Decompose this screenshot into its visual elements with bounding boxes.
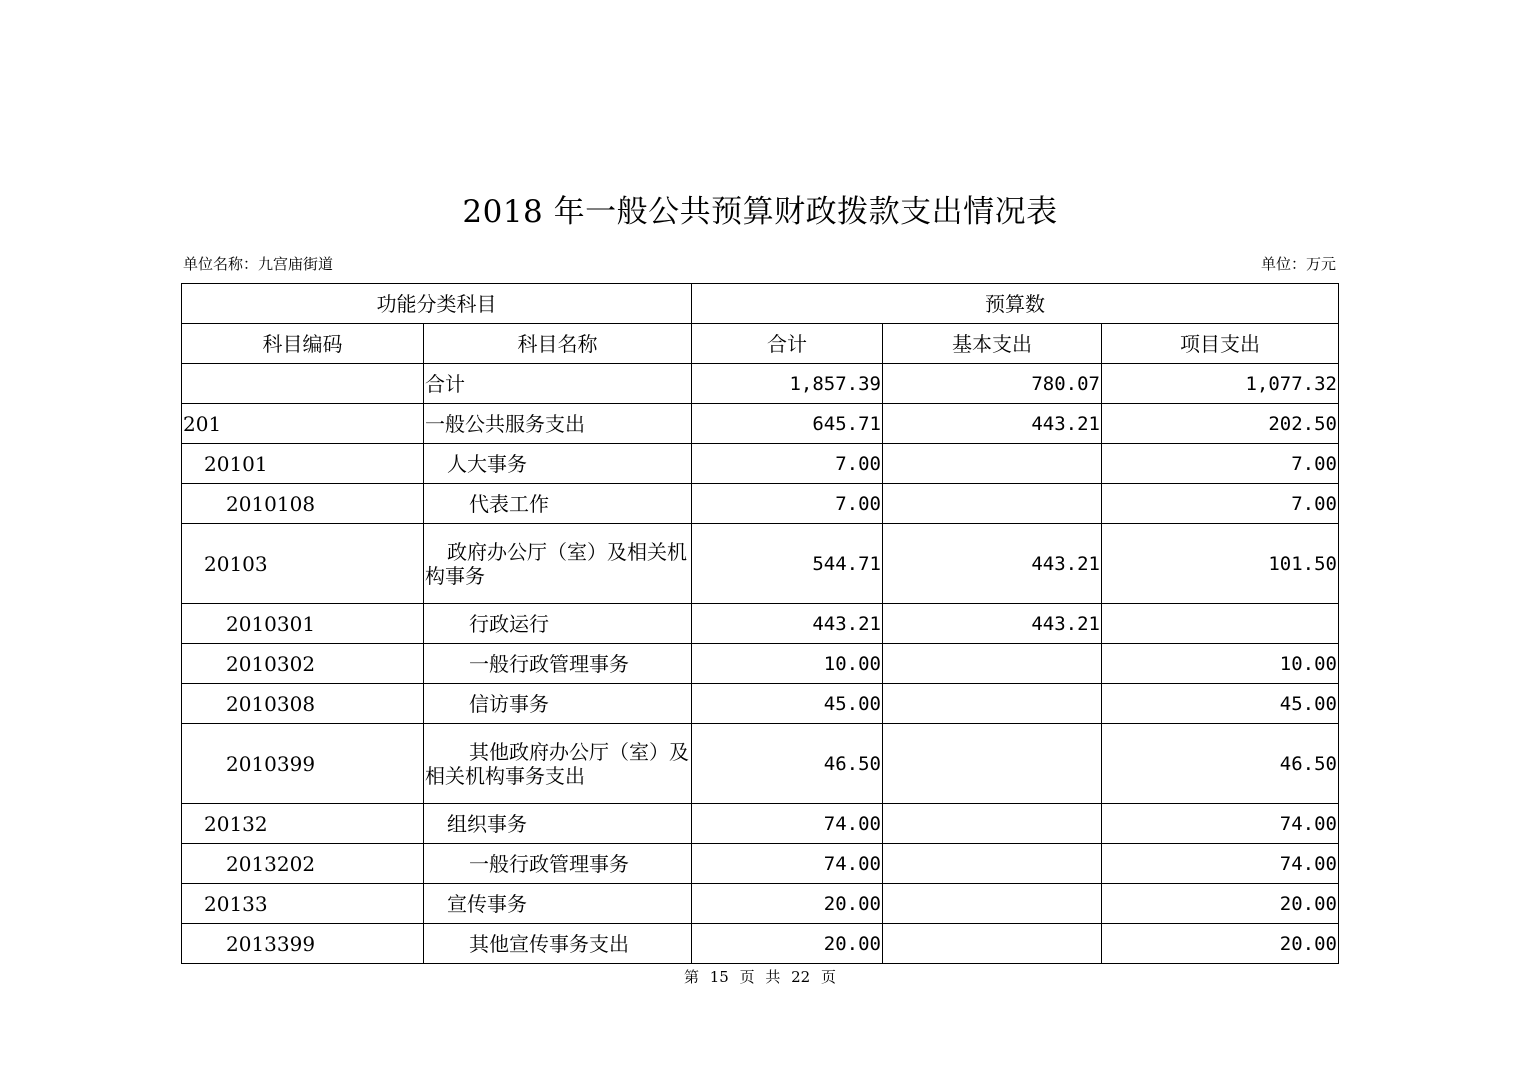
page-title: 2018 年一般公共预算财政拨款支出情况表 <box>462 194 1058 230</box>
table-row <box>182 844 1339 884</box>
cell-basic <box>883 684 1102 724</box>
cell-total: 20.00 <box>692 884 883 924</box>
cell-project: 10.00 <box>1102 644 1339 684</box>
cell-project: 46.50 <box>1102 724 1339 804</box>
cell-basic: 780.07 <box>883 364 1102 404</box>
header-total: 合计 <box>692 324 883 364</box>
unit-label: 单位：万元 <box>1260 255 1336 273</box>
table-row <box>182 684 1339 724</box>
cell-project: 74.00 <box>1102 804 1339 844</box>
cell-basic <box>883 844 1102 884</box>
cell-name: 行政运行 <box>424 604 692 644</box>
table-row <box>182 524 1339 604</box>
cell-total: 74.00 <box>692 804 883 844</box>
budget-table <box>181 283 1339 964</box>
cell-total: 45.00 <box>692 684 883 724</box>
table-row <box>182 404 1339 444</box>
cell-total: 443.21 <box>692 604 883 644</box>
cell-code: 201 <box>182 404 424 444</box>
cell-name: 政府办公厅（室）及相关机构事务 <box>424 524 692 604</box>
cell-code: 2010302 <box>182 644 424 684</box>
table-header-row <box>182 284 1339 324</box>
cell-project <box>1102 604 1339 644</box>
page-footer: 第 15 页 共 22 页 <box>683 968 836 986</box>
cell-code: 20132 <box>182 804 424 844</box>
table-row <box>182 884 1339 924</box>
cell-total: 46.50 <box>692 724 883 804</box>
table-row <box>182 364 1339 404</box>
cell-code: 2010301 <box>182 604 424 644</box>
cell-name: 一般行政管理事务 <box>424 844 692 884</box>
cell-name: 组织事务 <box>424 804 692 844</box>
cell-project: 74.00 <box>1102 844 1339 884</box>
cell-basic <box>883 724 1102 804</box>
cell-code: 20133 <box>182 884 424 924</box>
cell-total: 74.00 <box>692 844 883 884</box>
cell-name: 人大事务 <box>424 444 692 484</box>
cell-basic <box>883 644 1102 684</box>
table-row <box>182 444 1339 484</box>
cell-code: 2010308 <box>182 684 424 724</box>
cell-name: 宣传事务 <box>424 884 692 924</box>
unit-name-label: 单位名称：九宫庙街道 <box>183 255 334 273</box>
header-code: 科目编码 <box>182 324 424 364</box>
table-row <box>182 644 1339 684</box>
header-functional-classification: 功能分类科目 <box>182 284 692 324</box>
cell-project: 45.00 <box>1102 684 1339 724</box>
cell-code: 20103 <box>182 524 424 604</box>
cell-code: 20101 <box>182 444 424 484</box>
table-row <box>182 804 1339 844</box>
cell-basic <box>883 884 1102 924</box>
cell-code: 2013399 <box>182 924 424 964</box>
cell-basic <box>883 924 1102 964</box>
cell-code <box>182 364 424 404</box>
cell-basic <box>883 804 1102 844</box>
cell-name: 一般公共服务支出 <box>424 404 692 444</box>
cell-total: 7.00 <box>692 484 883 524</box>
cell-code: 2010399 <box>182 724 424 804</box>
header-name: 科目名称 <box>424 324 692 364</box>
cell-name: 信访事务 <box>424 684 692 724</box>
cell-code: 2013202 <box>182 844 424 884</box>
cell-basic: 443.21 <box>883 524 1102 604</box>
cell-total: 544.71 <box>692 524 883 604</box>
cell-project: 7.00 <box>1102 444 1339 484</box>
cell-total: 1,857.39 <box>692 364 883 404</box>
table-row <box>182 604 1339 644</box>
cell-project: 7.00 <box>1102 484 1339 524</box>
cell-total: 20.00 <box>692 924 883 964</box>
cell-basic: 443.21 <box>883 404 1102 444</box>
table-row <box>182 484 1339 524</box>
header-basic: 基本支出 <box>883 324 1102 364</box>
cell-project: 1,077.32 <box>1102 364 1339 404</box>
cell-total: 7.00 <box>692 444 883 484</box>
table-row <box>182 724 1339 804</box>
cell-project: 101.50 <box>1102 524 1339 604</box>
cell-project: 20.00 <box>1102 884 1339 924</box>
cell-name: 一般行政管理事务 <box>424 644 692 684</box>
cell-basic: 443.21 <box>883 604 1102 644</box>
cell-name: 其他政府办公厅（室）及相关机构事务支出 <box>424 724 692 804</box>
cell-total: 10.00 <box>692 644 883 684</box>
cell-project: 202.50 <box>1102 404 1339 444</box>
cell-name: 其他宣传事务支出 <box>424 924 692 964</box>
cell-project: 20.00 <box>1102 924 1339 964</box>
cell-name: 代表工作 <box>424 484 692 524</box>
header-project: 项目支出 <box>1102 324 1339 364</box>
table-subheader-row <box>182 324 1339 364</box>
cell-basic <box>883 484 1102 524</box>
cell-basic <box>883 444 1102 484</box>
header-budget-amount: 预算数 <box>692 284 1339 324</box>
cell-name: 合计 <box>424 364 692 404</box>
cell-code: 2010108 <box>182 484 424 524</box>
cell-total: 645.71 <box>692 404 883 444</box>
table-row <box>182 924 1339 964</box>
